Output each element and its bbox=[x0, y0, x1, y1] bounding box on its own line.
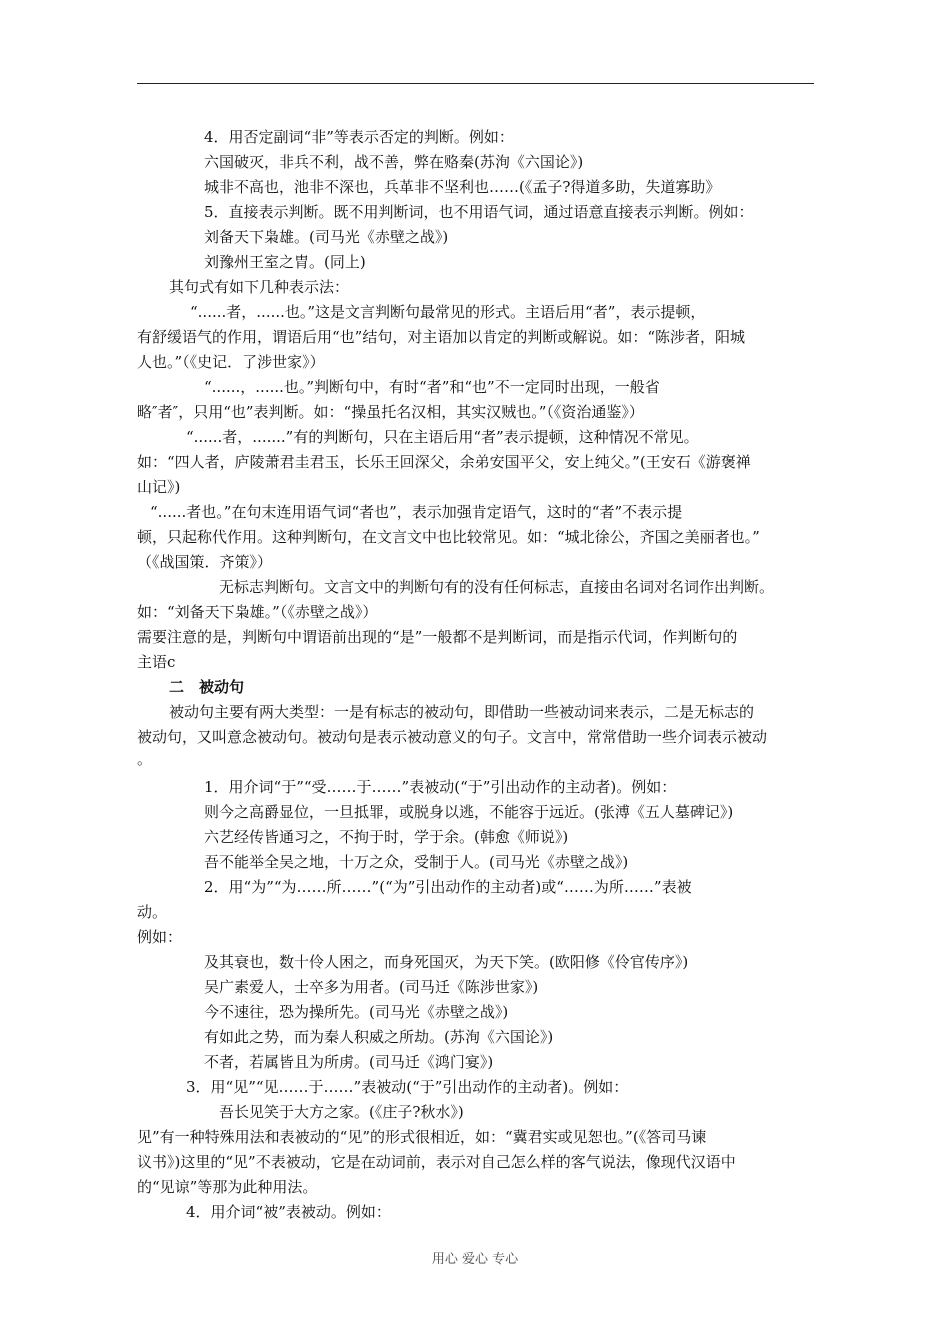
text-line: 城非不高也，池非不深也，兵革非不坚利也……(《孟子?得道多助，失道寡助》 bbox=[204, 178, 721, 196]
text-line: 其句式有如下几种表示法： bbox=[169, 278, 350, 296]
text-line: 人也。”（《史记．了涉世家》） bbox=[137, 353, 325, 371]
text-line: 山记》) bbox=[137, 478, 181, 496]
text-line: 则今之高爵显位，一旦抵罪，或脱身以逃，不能容于远近。(张溥《五人墓碑记》) bbox=[204, 803, 734, 821]
text-line: “......者也。”在句末连用语气词“者也”，表示加强肯定语气，这时的“者”不表示提 bbox=[150, 503, 683, 521]
text-line: “......，......也。”判断句中，有时“者”和“也”不一定同时出现，一般省 bbox=[204, 378, 660, 396]
text-line: 主语c bbox=[137, 653, 176, 671]
text-line: 今不速往，恐为操所先。(司马光《赤壁之战》) bbox=[204, 1003, 509, 1021]
text-line: 有舒缓语气的作用，谓语后用“也”结句，对主语加以肯定的判断或解说。如：“陈涉者，阳城 bbox=[137, 328, 746, 346]
text-line: “......者，.......”有的判断句，只在主语后用“者”表示提顿，这种情况不常见。 bbox=[186, 428, 699, 446]
text-line: 被动句主要有两大类型：一是有标志的被动句，即借助一些被动词来表示，二是无标志的 bbox=[169, 703, 755, 721]
text-line: 略″者″，只用“也”表判断。如：“操虽托名汉相，其实汉贼也。”（《资治通鉴》） bbox=[137, 403, 644, 421]
text-line: 刘豫州王室之胄。(同上) bbox=[204, 253, 366, 271]
text-line: 吾长见笑于大方之家。(《庄子?秋水》) bbox=[219, 1103, 464, 1121]
text-line: 。 bbox=[137, 750, 153, 768]
text-line: 如：“四人者，庐陵萧君圭君玉，长乐王回深父，余弟安国平父，安上纯父。”(王安石《游褒禅 bbox=[137, 453, 751, 471]
text-line: 见”有一种特殊用法和表被动的“见”的形式很相近，如：“冀君实或见恕也。”(《答司马谏 bbox=[137, 1128, 707, 1146]
text-line: 4．用介词“被”表被动。例如： bbox=[186, 1203, 391, 1221]
text-line: 不者，若属皆且为所虏。(司马迁《鸿门宴》) bbox=[204, 1053, 494, 1071]
text-line: 议书》)这里的“见”不表被动，它是在动词前，表示对自己怎么样的客气说法，像现代汉语中 bbox=[137, 1153, 736, 1171]
text-line: （《战国策．齐策》） bbox=[137, 553, 273, 571]
text-line: 被动句，又叫意念被动句。被动句是表示被动意义的句子。文言中，常常借助一些介词表示被动 bbox=[137, 728, 768, 746]
text-line: 刘备天下枭雄。(司马光《赤壁之战》) bbox=[204, 228, 449, 246]
section-heading: 二 被动句 bbox=[169, 678, 245, 696]
text-line: 六艺经传皆通习之，不拘于时，学于余。(韩愈《师说》) bbox=[204, 828, 569, 846]
text-line: 无标志判断句。文言文中的判断句有的没有任何标志，直接由名词对名词作出判断。 bbox=[219, 578, 775, 596]
text-line: 顿，只起称代作用。这种判断句，在文言文中也比较常见。如：“城北徐公，齐国之美丽者也。” bbox=[137, 528, 760, 546]
text-line: 吴广素爱人，士卒多为用者。(司马迁《陈涉世家》) bbox=[204, 978, 539, 996]
text-line: 如：“刘备天下枭雄。”（《赤壁之战》） bbox=[137, 603, 378, 621]
text-line: 六国破灭，非兵不利，战不善，弊在赂秦(苏洵《六国论》) bbox=[204, 153, 584, 171]
text-line: 3．用“见”“见……于……”表被动(“于”引出动作的主动者)。例如： bbox=[186, 1078, 629, 1096]
text-line: 需要注意的是，判断句中谓语前出现的“是”一般都不是判断词，而是指示代词，作判断句的 bbox=[137, 628, 738, 646]
text-line: 1．用介词“于”“受……于……”表被动(“于”引出动作的主动者)。例如： bbox=[204, 778, 677, 796]
text-line: 动。 bbox=[137, 903, 168, 921]
text-line: 有如此之势，而为秦人积威之所劫。(苏洵《六国论》) bbox=[204, 1028, 554, 1046]
text-line: 5．直接表示判断。既不用判断词，也不用语气词，通过语意直接表示判断。例如： bbox=[204, 203, 754, 221]
text-line: 2．用“为”“为……所……”(“为”引出动作的主动者)或“……为所……”表被 bbox=[204, 878, 692, 896]
text-line: 例如： bbox=[137, 928, 183, 946]
text-line: 4．用否定副词“非”等表示否定的判断。例如： bbox=[204, 128, 514, 146]
page-footer: 用心 爱心 专心 bbox=[431, 1252, 519, 1267]
text-line: 的“见谅”等那为此种用法。 bbox=[137, 1178, 318, 1196]
text-line: 及其衰也，数十伶人困之，而身死国灭，为天下笑。(欧阳修《伶官传序》) bbox=[204, 953, 689, 971]
header-rule bbox=[137, 83, 814, 84]
text-line: “......者，......也。”这是文言判断句最常见的形式。主语后用“者”，表示提顿， bbox=[190, 303, 706, 321]
text-line: 吾不能举全吴之地，十万之众，受制于人。(司马光《赤壁之战》) bbox=[204, 853, 629, 871]
